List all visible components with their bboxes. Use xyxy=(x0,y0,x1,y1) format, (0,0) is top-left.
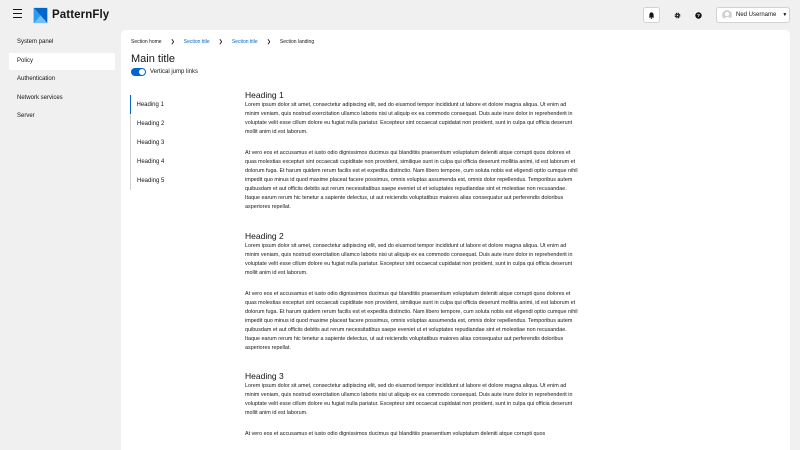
jump-links-nav xyxy=(130,95,230,190)
section-heading: Heading 1 xyxy=(245,90,284,100)
sidebar-item-label: Network services xyxy=(17,94,63,101)
sidebar-item-network-services[interactable] xyxy=(9,90,115,107)
jump-link-heading-3[interactable]: Heading 3 xyxy=(137,140,165,146)
chevron-right-icon: ❯ xyxy=(218,39,223,45)
content-area xyxy=(245,88,580,450)
breadcrumb-link[interactable]: Section title xyxy=(231,39,258,45)
page-title: Main title xyxy=(131,53,176,65)
patternfly-logo-icon xyxy=(32,7,49,24)
section-paragraph: Lorem ipsum dolor sit amet, consectetur adipiscing elit, sed do eiusmod tempor incididunt ut labore et dolore magna aliqua. Ut enim ad minim veniam, quis nostrud exercitation ullamco laboris nisi ut aliquip ex ea commodo consequat. Duis aute irure dolor in reprehenderit in voluptate velit esse cillum dolore eu fugiat nulla pariatur. Excepteur sint occaecat cupidatat non proident, sunt in culpa qui officia deserunt mollit anim id est laborum. xyxy=(245,383,573,416)
svg-text:?: ? xyxy=(697,13,700,19)
sidebar-item-label: Policy xyxy=(17,57,34,64)
sidebar-nav xyxy=(0,30,120,127)
sidebar-item-authentication[interactable] xyxy=(9,71,115,88)
breadcrumb-link[interactable]: Section title xyxy=(183,39,210,45)
breadcrumb-current: Section landing xyxy=(279,39,315,45)
sidebar-item-policy[interactable] xyxy=(9,53,115,70)
toggle-switch[interactable] xyxy=(131,68,146,76)
jump-link-heading-2[interactable]: Heading 2 xyxy=(137,121,165,127)
section-paragraph: Lorem ipsum dolor sit amet, consectetur adipiscing elit, sed do eiusmod tempor incididunt ut labore et dolore magna aliqua. Ut enim ad minim veniam, quis nostrud exercitation ullamco laboris nisi ut aliquip ex ea commodo consequat. Duis aute irure dolor in reprehenderit in voluptate velit esse cillum dolore eu fugiat nulla pariatur. Excepteur sint occaecat cupidatat non proident, sunt in culpa qui officia deserunt mollit anim id est laborum. xyxy=(245,242,573,276)
jump-link-heading-1[interactable]: Heading 1 xyxy=(130,95,230,114)
jump-link-heading-4[interactable]: Heading 4 xyxy=(137,159,165,165)
jump-link-heading-5[interactable]: Heading 5 xyxy=(137,178,165,184)
masthead xyxy=(0,0,800,30)
help-icon xyxy=(695,12,702,19)
gear-icon xyxy=(674,12,681,19)
sidebar-item-server[interactable] xyxy=(9,108,115,125)
help-button[interactable] xyxy=(690,7,707,23)
caret-down-icon: ▼ xyxy=(782,12,788,18)
sidebar-item-label: System panel xyxy=(17,39,54,45)
chevron-right-icon: ❯ xyxy=(170,39,175,45)
masthead-tools xyxy=(643,7,790,23)
breadcrumb-item-home: Section home xyxy=(131,39,162,45)
section-heading-2 xyxy=(245,231,580,370)
main-panel xyxy=(121,30,790,450)
user-name: Ned Username xyxy=(736,12,777,18)
avatar xyxy=(722,10,732,20)
chevron-right-icon: ❯ xyxy=(266,39,271,45)
section-heading: Heading 2 xyxy=(245,230,284,241)
notifications-button[interactable] xyxy=(643,7,660,23)
section-paragraph: At vero eos et accusamus et iusto odio dignissimos ducimus qui blanditiis praesentium voluptatum deleniti atque corrupti quos xyxy=(245,431,546,437)
toggle-knob xyxy=(139,69,145,75)
bell-icon xyxy=(648,12,655,19)
section-heading-3 xyxy=(245,371,580,450)
sidebar-item-system-panel[interactable] xyxy=(9,34,115,51)
breadcrumb xyxy=(131,39,314,45)
section-paragraph: At vero eos et accusamus et iusto odio dignissimos ducimus qui blanditiis praesentium voluptatum deleniti atque corrupti quos dolores et quas molestias excepturi sint occaecati cupiditate non provident, similique sunt in culpa qui officia deserunt mollitia animi, id est laborum et dolorum fuga. Et harum quidem rerum facilis est et expedita distinctio. Nam libero tempore, cum soluta nobis est eligendi optio cumque nihil impedit quo minus id quod maxime placeat facere possimus, omnis voluptas assumenda est, omnis dolor repellendus. Temporibus autem quibusdam et aut officiis debitis aut rerum necessitatibus saepe eveniet ut et voluptates repudiandae sint et molestiae non recusandae. Itaque earum rerum hic tenetur a sapiente delectus, ut aut reiciendis voluptatibus maiores alias consequatur aut perferendis doloribus asperiores repellat. xyxy=(245,290,578,351)
section-heading-1 xyxy=(245,90,580,229)
section-paragraph: At vero eos et accusamus et iusto odio dignissimos ducimus qui blanditiis praesentium voluptatum deleniti atque corrupti quos dolores et quas molestias excepturi sint occaecati cupiditate non provident, similique sunt in culpa qui officia deserunt mollitia animi, id est laborum et dolorum fuga. Et harum quidem rerum facilis est et expedita distinctio. Nam libero tempore, cum soluta nobis est eligendi optio cumque nihil impedit quo minus id quod maxime placeat facere possimus, omnis voluptas assumenda est, omnis dolor repellendus. Temporibus autem quibusdam et aut officiis debitis aut rerum necessitatibus saepe eveniet ut et voluptates repudiandae sint et molestiae non recusandae. Itaque earum rerum hic tenetur a sapiente delectus, ut aut reiciendis voluptatibus maiores alias consequatur aut perferendis doloribus asperiores repellat. xyxy=(245,150,578,210)
settings-button[interactable] xyxy=(669,7,686,23)
user-menu-toggle[interactable] xyxy=(716,7,790,23)
section-heading: Heading 3 xyxy=(245,371,284,381)
vertical-jump-links-switch xyxy=(131,68,198,76)
sidebar-item-label: Server xyxy=(17,113,35,119)
toggle-label: Vertical jump links xyxy=(150,69,199,75)
menu-icon[interactable] xyxy=(13,9,22,18)
section-paragraph: Lorem ipsum dolor sit amet, consectetur adipiscing elit, sed do eiusmod tempor incididunt ut labore et dolore magna aliqua. Ut enim ad minim veniam, quis nostrud exercitation ullamco laboris nisi ut aliquip ex ea commodo consequat. Duis aute irure dolor in reprehenderit in voluptate velit esse cillum dolore eu fugiat nulla pariatur. Excepteur sint occaecat cupidatat non proident, sunt in culpa qui officia deserunt mollit anim id est laborum. xyxy=(245,102,573,135)
brand-logo[interactable] xyxy=(32,6,109,24)
sidebar-item-label: Authentication xyxy=(17,76,56,82)
brand-name: PatternFly xyxy=(52,9,110,21)
